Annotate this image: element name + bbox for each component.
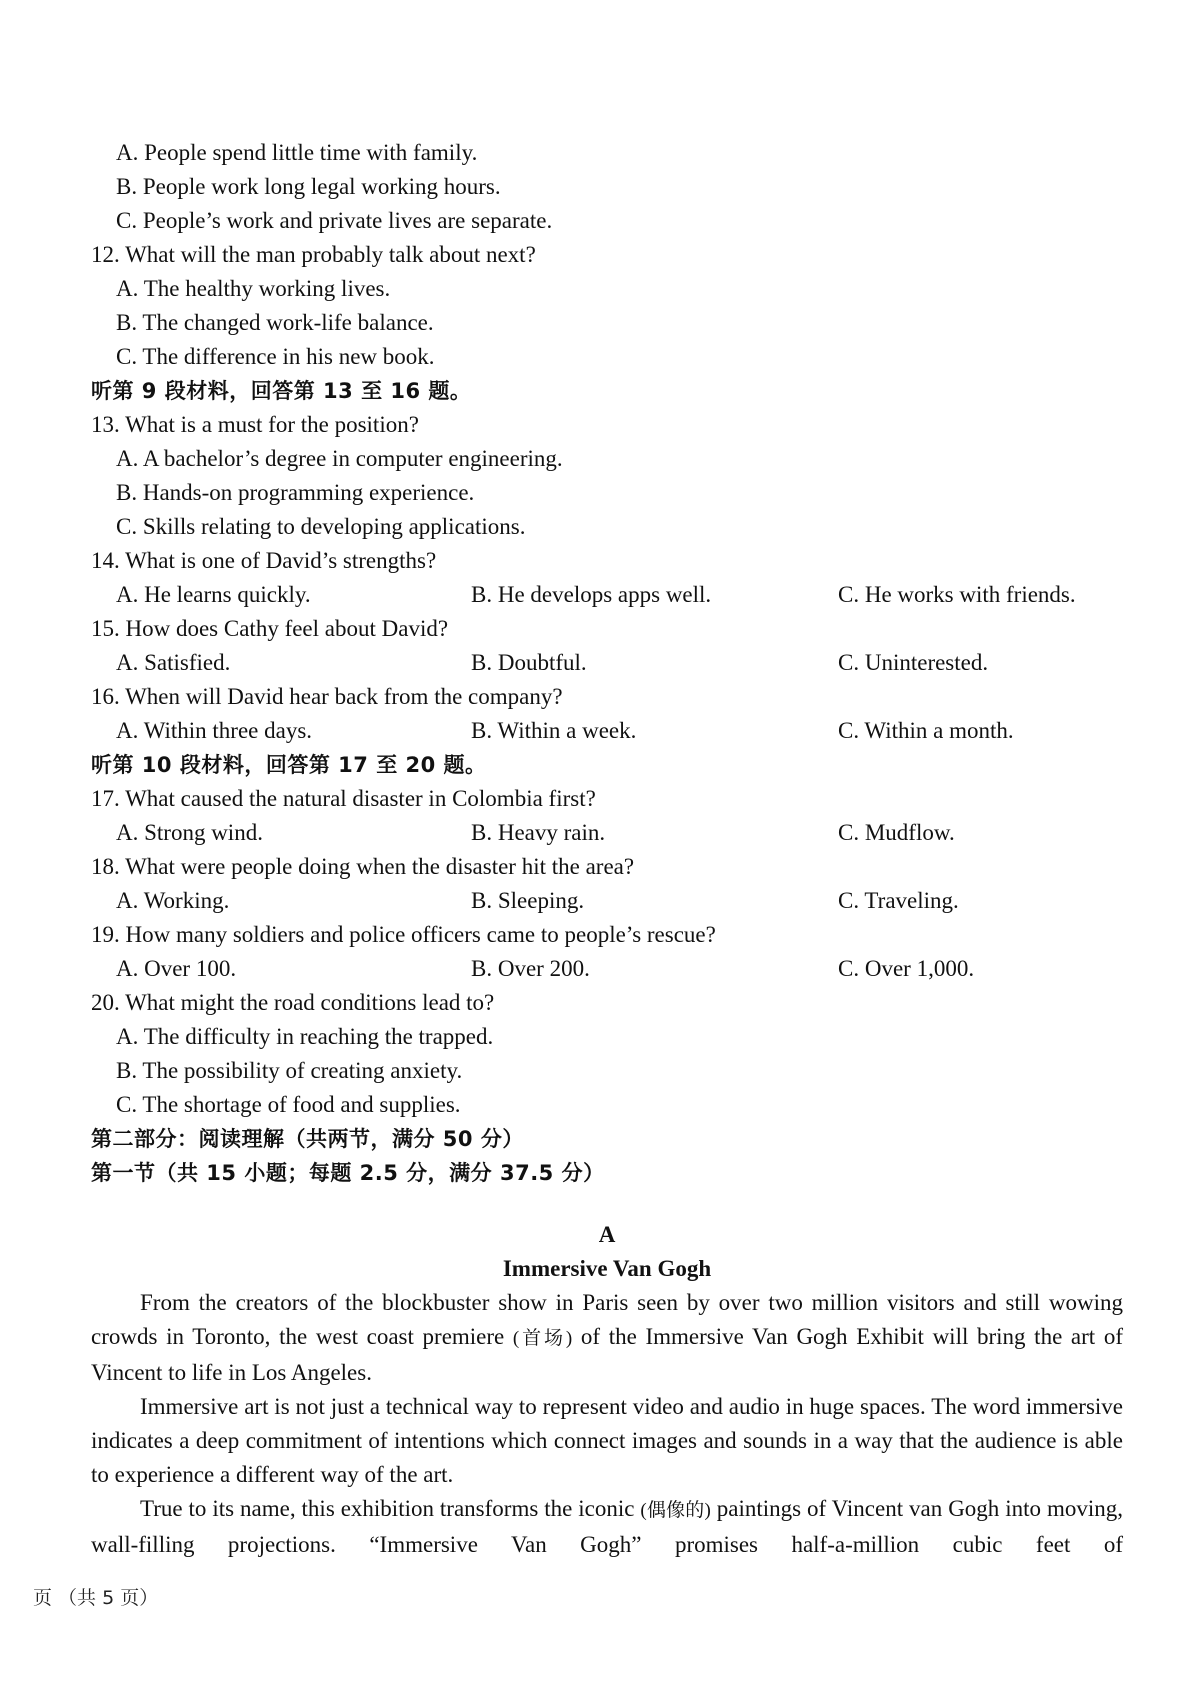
- p1-text-b: of the Immersive Van Gogh Exhibit will bring the art of Vincent to life in Los Angeles.: [91, 1324, 1123, 1385]
- q15-option-b: B. Doubtful.: [471, 650, 587, 675]
- q17-option-c: C. Mudflow.: [838, 820, 955, 845]
- p3-text-b: paintings of Vincent van Gogh into moving, wall-filling projections. “Immersive Van Gogh” promises half-a-million cubic feet of: [91, 1496, 1123, 1557]
- passage-paragraph-1: [91, 1286, 1123, 1390]
- spacer: [91, 1190, 1123, 1218]
- q19-option-b: B. Over 200.: [471, 956, 590, 981]
- q14-option-a: A. He learns quickly.: [116, 582, 311, 607]
- q14-option-b: B. He develops apps well.: [471, 582, 712, 607]
- q18-options: [91, 884, 1123, 918]
- q18-option-c: C. Traveling.: [838, 888, 959, 913]
- page-footer: 页 （共 5 页）: [33, 1587, 159, 1609]
- q11-option-c: C. People’s work and private lives are separate.: [116, 208, 553, 233]
- q13-option-b: B. Hands-on programming experience.: [116, 480, 475, 505]
- question-17: 17. What caused the natural disaster in Colombia first?: [91, 786, 596, 811]
- q17-options: [91, 816, 1123, 850]
- passage-letter: A: [598, 1222, 616, 1247]
- q17-option-b: B. Heavy rain.: [471, 820, 606, 845]
- q20-option-a: A. The difficulty in reaching the trapped.: [116, 1024, 494, 1049]
- question-19: 19. How many soldiers and police officers came to people’s rescue?: [91, 922, 716, 947]
- p3-text-a: True to its name, this exhibition transforms the iconic: [140, 1496, 641, 1521]
- question-20: 20. What might the road conditions lead to?: [91, 990, 495, 1015]
- q12-option-a: A. The healthy working lives.: [116, 276, 391, 301]
- section-1-heading: 第一节（共 15 小题；每题 2.5 分，满分 37.5 分）: [91, 1161, 605, 1185]
- section-10-heading: 听第 10 段材料，回答第 17 至 20 题。: [91, 753, 487, 777]
- q20-option-b: B. The possibility of creating anxiety.: [116, 1058, 463, 1083]
- p1-text-a: From the creators of the blockbuster show in Paris seen by over two million visitors and still wowing crowds in Toronto, the west coast premiere: [91, 1290, 1123, 1349]
- q12-option-b: B. The changed work-life balance.: [116, 310, 434, 335]
- question-18: 18. What were people doing when the disaster hit the area?: [91, 854, 635, 879]
- part-2-heading: 第二部分：阅读理解（共两节，满分 50 分）: [91, 1127, 524, 1151]
- question-13: 13. What is a must for the position?: [91, 412, 419, 437]
- passage-paragraph-2: Immersive art is not just a technical way to represent video and audio in huge spaces. The word immersive indicates a deep commitment of intentions which connect images and sounds in a way that the audience is able to experience a different way of the art.: [91, 1394, 1123, 1487]
- q15-option-a: A. Satisfied.: [116, 650, 231, 675]
- q15-option-c: C. Uninterested.: [838, 650, 989, 675]
- q16-option-b: B. Within a week.: [471, 718, 637, 743]
- passage-paragraph-3: [91, 1492, 1123, 1562]
- q19-option-a: A. Over 100.: [116, 956, 237, 981]
- p1-annotation: (首场): [512, 1328, 573, 1349]
- q13-option-a: A. A bachelor’s degree in computer engineering.: [116, 446, 563, 471]
- q14-option-c: C. He works with friends.: [838, 582, 1076, 607]
- q17-option-a: A. Strong wind.: [116, 820, 263, 845]
- q19-option-c: C. Over 1,000.: [838, 956, 975, 981]
- page-content: [91, 136, 1123, 1562]
- q16-option-c: C. Within a month.: [838, 718, 1014, 743]
- question-12: 12. What will the man probably talk about next?: [91, 242, 536, 267]
- q13-option-c: C. Skills relating to developing applications.: [116, 514, 526, 539]
- q16-option-a: A. Within three days.: [116, 718, 313, 743]
- q12-option-c: C. The difference in his new book.: [116, 344, 435, 369]
- question-16: 16. When will David hear back from the company?: [91, 684, 563, 709]
- q16-options: [91, 714, 1123, 748]
- section-9-heading: 听第 9 段材料，回答第 13 至 16 题。: [91, 379, 472, 403]
- q11-option-b: B. People work long legal working hours.: [116, 174, 501, 199]
- question-15: 15. How does Cathy feel about David?: [91, 616, 449, 641]
- q11-option-a: A. People spend little time with family.: [116, 140, 478, 165]
- q18-option-a: A. Working.: [116, 888, 230, 913]
- q14-options: [91, 578, 1123, 612]
- passage-title: Immersive Van Gogh: [502, 1256, 712, 1281]
- q20-option-c: C. The shortage of food and supplies.: [116, 1092, 461, 1117]
- q18-option-b: B. Sleeping.: [471, 888, 585, 913]
- q15-options: [91, 646, 1123, 680]
- q19-options: [91, 952, 1123, 986]
- question-14: 14. What is one of David’s strengths?: [91, 548, 437, 573]
- p3-annotation: (偶像的): [640, 1500, 711, 1521]
